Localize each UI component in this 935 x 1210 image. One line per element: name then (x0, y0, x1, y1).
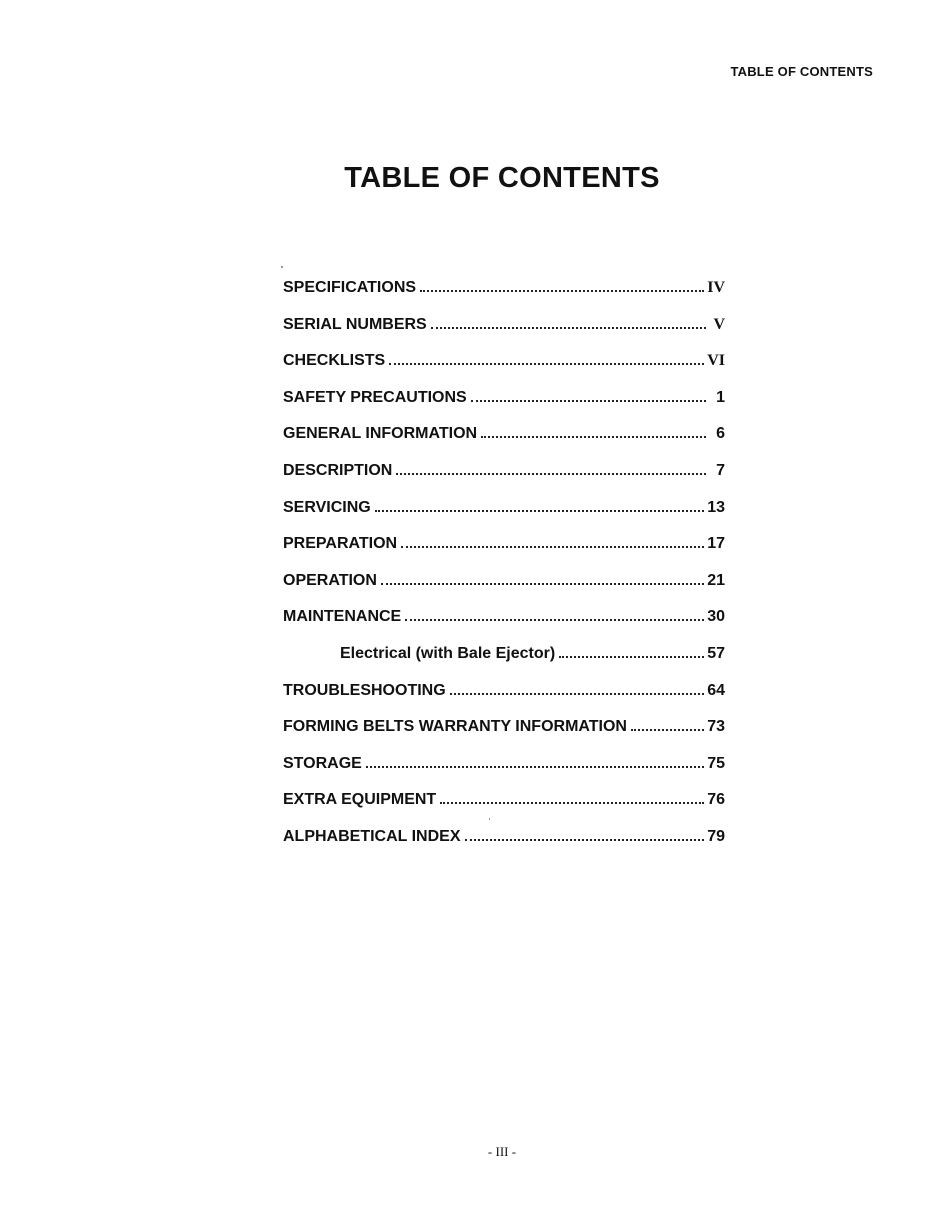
toc-entry-label: Electrical (with Bale Ejector) (340, 644, 556, 662)
dot-leader (396, 461, 706, 475)
toc-entry-label: FORMING BELTS WARRANTY INFORMATION (283, 718, 627, 736)
toc-entry-page: VI (707, 352, 725, 370)
dot-leader (405, 607, 704, 621)
toc-entry-checklists (283, 351, 725, 388)
toc-entry-page: 13 (707, 498, 725, 516)
dot-leader (389, 351, 704, 365)
dot-leader (471, 388, 706, 402)
toc-entry-page: 21 (707, 571, 725, 589)
toc-entry-label: SAFETY PRECAUTIONS (283, 388, 467, 406)
dot-leader (465, 827, 705, 841)
toc-entry-forming-belts-warranty (283, 717, 725, 754)
toc-entry-page: V (713, 315, 725, 333)
toc-entry-alphabetical-index (283, 827, 725, 864)
dot-leader (481, 424, 706, 438)
toc-entry-page: 17 (707, 535, 725, 553)
toc-entry-troubleshooting (283, 681, 725, 718)
toc-entry-page: 76 (707, 791, 725, 809)
toc-entry-label: GENERAL INFORMATION (283, 425, 478, 443)
toc-entry-label: SPECIFICATIONS (283, 279, 417, 296)
toc-entry-page: 79 (707, 827, 725, 845)
dot-leader (401, 534, 704, 548)
toc-entry-preparation (283, 534, 725, 571)
toc-entry-description (283, 461, 725, 498)
toc-entry-page: 73 (707, 718, 725, 736)
page-title: TABLE OF CONTENTS (344, 162, 660, 194)
dot-leader (420, 278, 704, 292)
toc-entry-label: PREPARATION (283, 535, 398, 553)
toc-entry-label: SERVICING (283, 498, 371, 516)
toc-entry-page: 57 (707, 644, 725, 662)
toc-entry-servicing (283, 498, 725, 535)
toc-entry-page: 6 (716, 425, 725, 443)
toc-entry-page: 7 (716, 461, 725, 479)
toc-entry-label: SERIAL NUMBERS (283, 315, 427, 333)
dot-leader (381, 571, 704, 585)
table-of-contents (283, 278, 725, 864)
dot-leader (631, 717, 704, 731)
toc-entry-label: CHECKLISTS (283, 352, 386, 370)
toc-entry-label: ALPHABETICAL INDEX (283, 827, 461, 845)
toc-entry-serial-numbers (283, 315, 725, 352)
toc-entry-electrical (283, 644, 725, 681)
running-header: TABLE OF CONTENTS (730, 64, 873, 79)
toc-entry-label: EXTRA EQUIPMENT (283, 791, 437, 809)
toc-entry-operation (283, 571, 725, 608)
scan-speck (281, 266, 283, 268)
toc-entry-general-information (283, 424, 725, 461)
dot-leader (431, 315, 706, 329)
toc-entry-label: TROUBLESHOOTING (283, 681, 446, 699)
toc-entry-safety-precautions (283, 388, 725, 425)
toc-entry-label: MAINTENANCE (283, 608, 402, 626)
dot-leader (450, 681, 705, 695)
toc-entry-label: DESCRIPTION (283, 461, 393, 479)
toc-entry-label: OPERATION (283, 571, 377, 589)
dot-leader (366, 754, 704, 768)
toc-entry-storage (283, 754, 725, 791)
page-number: - III - (487, 1144, 517, 1159)
dot-leader (440, 790, 704, 804)
toc-entry-page: 1 (716, 388, 725, 406)
toc-entry-page: 64 (707, 681, 725, 699)
toc-entry-extra-equipment (283, 790, 725, 827)
toc-entry-label: STORAGE (283, 754, 362, 772)
toc-entry-specifications (283, 278, 725, 315)
dot-leader (375, 498, 704, 512)
toc-entry-page: IV (707, 279, 725, 296)
toc-entry-page: 30 (707, 608, 725, 626)
toc-entry-page: 75 (707, 754, 725, 772)
toc-entry-maintenance (283, 607, 725, 644)
dot-leader (559, 644, 704, 658)
